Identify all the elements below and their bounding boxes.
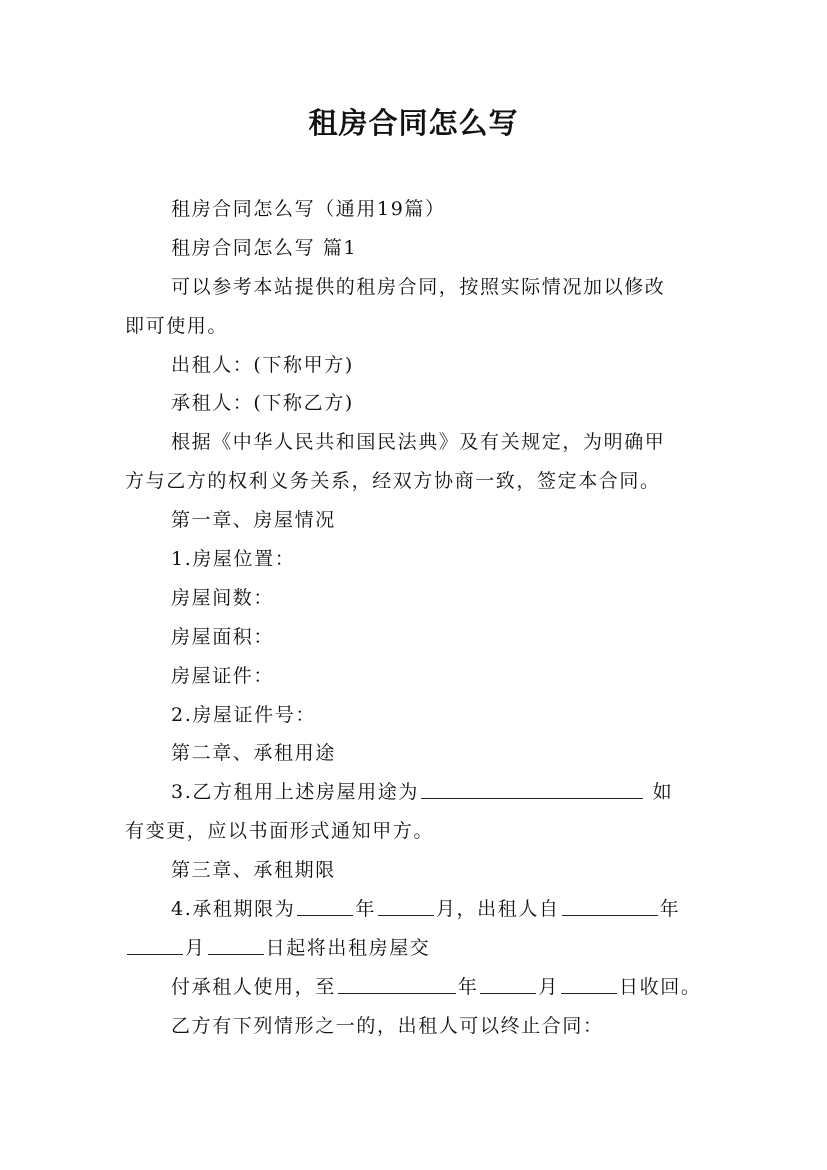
usage-line	[125, 773, 705, 812]
start-year-label: 年	[659, 898, 681, 921]
house-rooms-line: 房屋间数：	[171, 586, 275, 609]
usage-change-text: 如	[652, 781, 674, 804]
intro-line-1: 可以参考本站提供的租房合同，按照实际情况加以修改	[171, 275, 666, 298]
basis-line-2: 方与乙方的权利义务关系，经双方协商一致，签定本合同。	[125, 470, 661, 493]
start-month-label: 月	[185, 936, 206, 959]
term-months-blank	[378, 896, 434, 916]
end-year-blank	[338, 974, 456, 994]
certificate-number-line: 2.房屋证件号：	[171, 703, 316, 726]
term-years-blank	[297, 896, 353, 916]
end-month-blank	[480, 974, 536, 994]
term-line	[125, 890, 705, 929]
delivery-text: 付承租人使用，至	[171, 975, 336, 998]
end-date-line	[125, 968, 705, 1007]
start-day-text: 日起将出租房屋交	[265, 936, 431, 959]
end-month-label: 月	[538, 975, 560, 998]
document-title: 租房合同怎么写	[308, 106, 519, 140]
lessor-line: 出租人：(下称甲方)	[171, 353, 354, 376]
house-location-line: 1.房屋位置：	[171, 548, 296, 571]
chapter-1-heading: 第一章、房屋情况	[171, 509, 336, 532]
return-text: 日收回。	[619, 975, 702, 998]
start-year-blank	[562, 896, 658, 916]
house-area-line: 房屋面积：	[171, 625, 275, 648]
start-month-blank	[127, 935, 183, 955]
chapter-3-heading: 第三章、承租期限	[171, 859, 336, 882]
term-text: 4.承租期限为	[171, 898, 296, 921]
house-certificate-line: 房屋证件：	[171, 664, 275, 687]
term-month-label: 月，出租人自	[435, 898, 560, 921]
usage-notice-line: 有变更，应以书面形式通知甲方。	[125, 820, 435, 843]
termination-line: 乙方有下列情形之一的，出租人可以终止合同：	[171, 1014, 604, 1037]
subtitle-line: 租房合同怎么写（通用19篇）	[171, 198, 446, 220]
usage-text: 3.乙方租用上述房屋用途为	[171, 781, 419, 804]
end-year-label: 年	[457, 975, 479, 998]
basis-line-1: 根据《中华人民共和国民法典》及有关规定，为明确甲	[171, 431, 666, 454]
term-year-label: 年	[355, 898, 376, 921]
usage-blank	[421, 779, 643, 799]
start-day-blank	[208, 935, 264, 955]
lessee-line: 承租人：(下称乙方)	[171, 392, 354, 415]
start-date-line	[125, 929, 705, 968]
section-heading: 租房合同怎么写 篇1	[171, 236, 358, 259]
end-day-blank	[561, 974, 617, 994]
document-body	[125, 190, 705, 1046]
chapter-2-heading: 第二章、承租用途	[171, 742, 336, 765]
intro-line-2: 即可使用。	[125, 314, 229, 337]
